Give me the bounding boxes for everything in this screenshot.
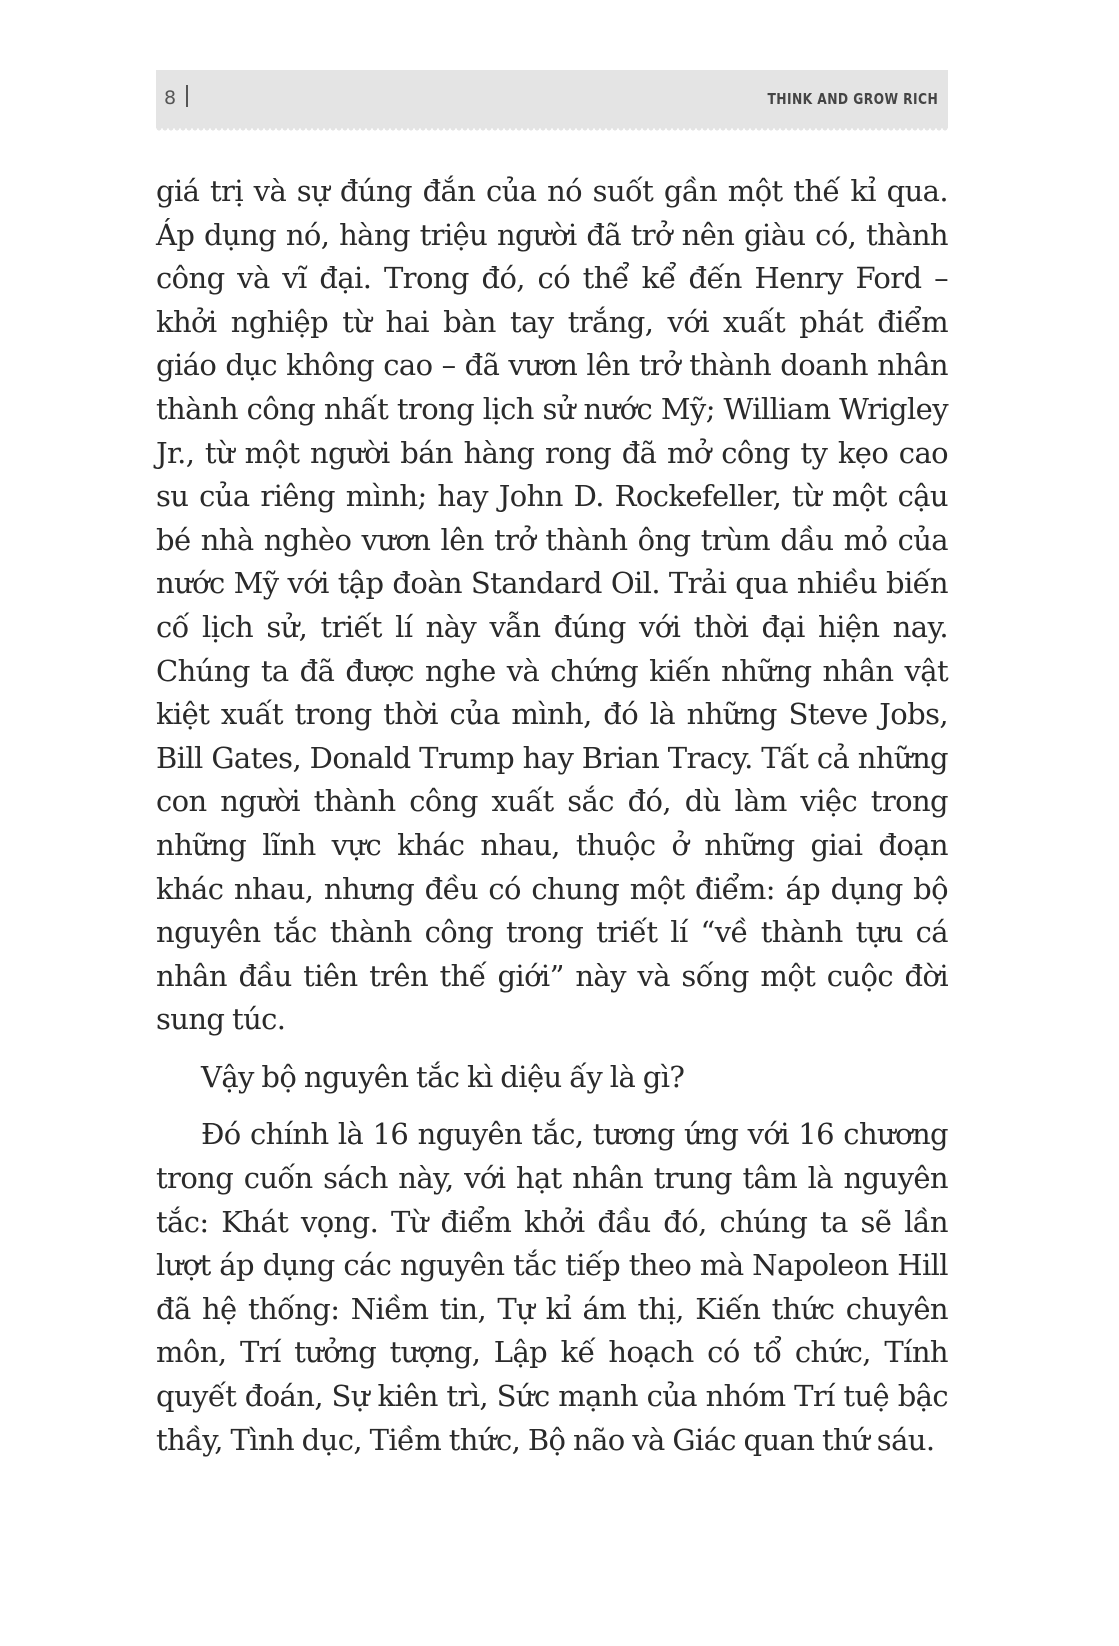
book-title: THINK AND GROW RICH <box>767 90 938 108</box>
paragraph-3: Đó chính là 16 nguyên tắc, tương ứng với 16 chương trong cuốn sách này, với hạt nhân trung tâm là nguyên tắc: Khát vọng. Từ điểm khởi đầu đó, chúng ta sẽ lần lượt áp dụng các nguyên tắc tiếp theo mà Napoleon Hill đã hệ thống: Niềm tin, Tự kỉ ám thị, Kiến thức chuyên môn, Trí tưởng tượng, Lập kế hoạch có tổ chức, Tính quyết đoán, Sự kiên trì, Sức mạnh của nhóm Trí tuệ bậc thầy, Tình dục, Tiềm thức, Bộ não và Giác quan thứ sáu. <box>156 1117 948 1457</box>
running-header <box>156 70 948 128</box>
paragraph-1: giá trị và sự đúng đắn của nó suốt gần một thế kỉ qua. Áp dụng nó, hàng triệu người đã trở nên giàu có, thành công và vĩ đại. Trong đó, có thể kể đến Henry Ford – khởi nghiệp từ hai bàn tay trắng, với xuất phát điểm giáo dục không cao – đã vươn lên trở thành doanh nhân thành công nhất trong lịch sử nước Mỹ; William Wrigley Jr., từ một người bán hàng rong đã mở công ty kẹo cao su của riêng mình; hay John D. Rockefeller, từ một cậu bé nhà nghèo vươn lên trở thành ông trùm dầu mỏ của nước Mỹ với tập đoàn Standard Oil. Trải qua nhiều biến cố lịch sử, triết lí này vẫn đúng với thời đại hiện nay. Chúng ta đã được nghe và chứng kiến những nhân vật kiệt xuất trong thời của mình, đó là những Steve Jobs, Bill Gates, Donald Trump hay Brian Tracy. Tất cả những con người thành công xuất sắc đó, dù làm việc trong những lĩnh vực khác nhau, thuộc ở những giai đoạn khác nhau, nhưng đều có chung một điểm: áp dụng bộ nguyên tắc thành công trong triết lí “về thành tựu cá nhân đầu tiên trên thế giới” này và sống một cuộc đời sung túc. <box>156 174 948 1037</box>
body-text <box>156 170 948 1462</box>
paragraph-2: Vậy bộ nguyên tắc kì diệu ấy là gì? <box>201 1059 685 1094</box>
page-number: 8 <box>164 87 178 109</box>
header-divider <box>186 85 188 107</box>
